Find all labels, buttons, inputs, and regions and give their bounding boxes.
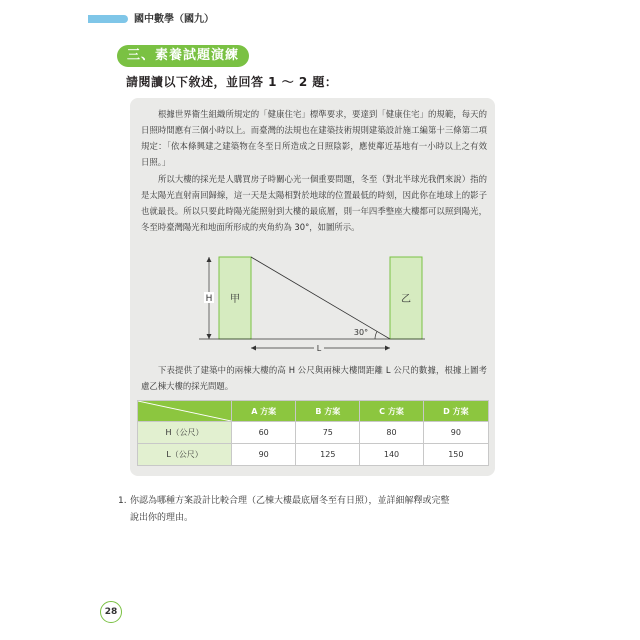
angle-arc [375,331,377,339]
header-title: 國中數學（國九） [134,14,214,25]
reading-prompt: 請閱讀以下敘述，並回答 1 ～ 2 題： [126,75,338,89]
paragraph-text: 所以大樓的採光是人購買房子時關心光一個重要問題，冬至（對北半球光我們來說）指的是太陽光直射南回歸線，這一天是太陽相對於地球的位置最低的時刻，因此你在地球上的影子也就最長。所以只要此時陽光能照射到大樓的最底層，則一年四季整座大樓都可以照到陽光，冬至時臺灣陽光和地面所形成的夾角約為 30°，如圖所示。 [141,174,487,232]
building-a-label: 甲 [230,294,240,305]
table-row [138,422,489,444]
table-header-row [138,401,489,422]
table-header-cell: B 方案 [296,401,360,422]
header-accent-bar [88,15,128,23]
table-row [138,444,489,466]
question-1 [118,493,508,527]
row-label: H（公尺） [138,422,232,444]
paragraph-text: 根據世界衛生組織所規定的「健康住宅」標準要求，要達到「健康住宅」的規範，每天的日照時間應有三個小時以上。而臺灣的法規也在建築技術規則建築設計施工編第十三條第二項規定：「依本條興建之建築物在冬至日所造成之日照陰影，應使鄰近基地有一小時以上之有效日照。」 [141,109,487,167]
table-header-cell: C 方案 [360,401,423,422]
table-cell: 60 [232,422,296,444]
sunlight-diagram [195,252,425,357]
table-cell: 150 [423,444,488,466]
angle-label: 30° [353,328,369,337]
section-label: 三、素養試題演練 [117,45,249,67]
paragraph-1 [141,106,487,170]
table-cell: 90 [232,444,296,466]
paragraph-text: 下表提供了建築中的兩棟大樓的高 H 公尺與兩棟大樓間距離 L 公尺的數據，根據上圖考慮乙棟大樓的採光問題。 [141,365,487,391]
row-label: L（公尺） [138,444,232,466]
paragraph-2 [141,171,487,235]
table-header-cell: A 方案 [232,401,296,422]
question-text-line1: 你認為哪種方案設計比較合理（乙棟大樓最底層冬至有日照），並詳細解釋或完整 [130,496,450,506]
question-text-line2: 說出你的理由。 [130,513,194,523]
question-number: 1. [118,496,127,506]
table-header-cell: D 方案 [423,401,488,422]
paragraph-3 [141,362,487,394]
arrow-up-icon [207,257,212,262]
table-corner-cell [138,401,232,422]
table-cell: 75 [296,422,360,444]
diagonal-line [138,401,231,421]
distance-label: L [316,344,322,353]
page-number: 28 [100,601,122,623]
table-cell: 90 [423,422,488,444]
arrow-left-icon [251,346,256,351]
sun-ray-line [251,257,390,339]
arrow-down-icon [207,334,212,339]
table-cell: 80 [360,422,423,444]
arrow-right-icon [385,346,390,351]
table-cell: 140 [360,444,423,466]
height-label: H [205,294,213,304]
table-cell: 125 [296,444,360,466]
plan-table [137,400,489,466]
building-b-label: 乙 [401,294,411,305]
